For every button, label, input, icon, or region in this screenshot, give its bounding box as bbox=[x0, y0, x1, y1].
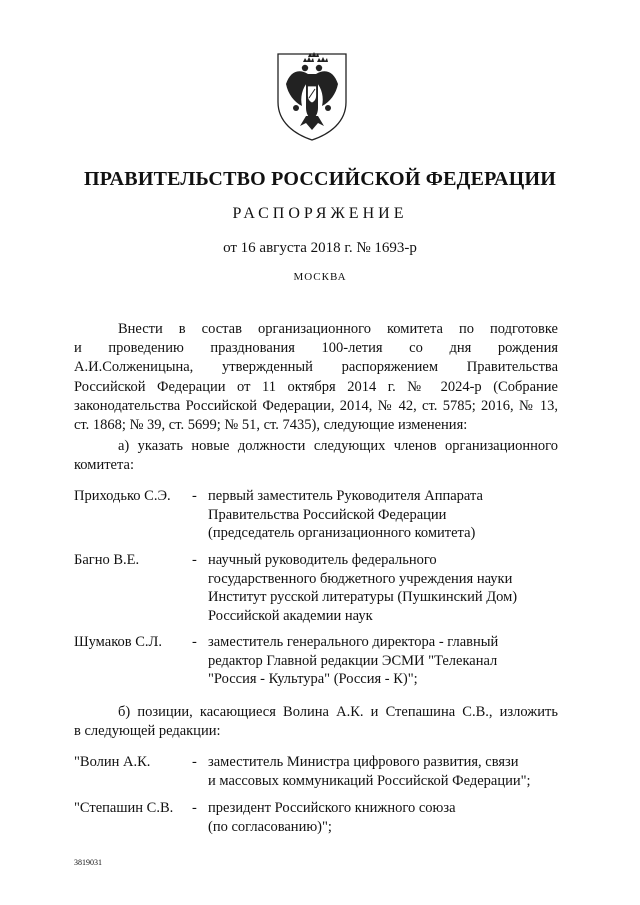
member-position bbox=[208, 799, 558, 836]
member-dash: - bbox=[192, 800, 197, 816]
position-line: Российской академии наук bbox=[208, 607, 373, 624]
position-line: (председатель организационного комитета) bbox=[208, 525, 476, 541]
member-position bbox=[208, 487, 558, 543]
russian-coat-of-arms-icon bbox=[272, 50, 352, 142]
member-position bbox=[208, 551, 558, 625]
document-type: РАСПОРЯЖЕНИЕ bbox=[232, 205, 408, 222]
item-a-paragraph bbox=[74, 437, 558, 475]
intro-line: Российской Федерации от 11 октября 2014 г. № 2024-р (Собрание bbox=[74, 378, 558, 395]
intro-line: А.И.Солженицына, утвержденный распоряжением Правительства bbox=[74, 359, 558, 376]
position-line: Правительства Российской Федерации bbox=[208, 506, 447, 523]
intro-line: ст. 1868; № 39, ст. 5699; № 51, ст. 7435), следующие изменения: bbox=[74, 417, 468, 434]
member-name: "Волин А.К. bbox=[74, 754, 151, 770]
item-a-line: а) указать новые должности следующих членов организационного bbox=[118, 438, 558, 454]
member-dash: - bbox=[192, 754, 197, 770]
item-b-line: в следующей редакции: bbox=[74, 723, 221, 740]
member-dash: - bbox=[192, 488, 197, 504]
document-date-number: от 16 августа 2018 г. № 1693-р bbox=[223, 240, 417, 256]
position-line: заместитель Министра цифрового развития, связи bbox=[208, 754, 519, 770]
member-name: "Степашин С.В. bbox=[74, 800, 174, 816]
position-line: Институт русской литературы (Пушкинский Дом) bbox=[208, 589, 518, 605]
intro-line: и проведению празднования 100-летия со дня рождения bbox=[74, 340, 558, 357]
position-line: и массовых коммуникаций Российской Федерации"; bbox=[208, 772, 531, 789]
document-city: МОСКВА bbox=[293, 271, 347, 283]
position-line: заместитель генерального директора - главный bbox=[208, 634, 499, 650]
position-line: научный руководитель федерального bbox=[208, 552, 437, 568]
intro-line: Внести в состав организационного комитета по подготовке bbox=[118, 321, 558, 337]
member-dash: - bbox=[192, 552, 197, 568]
position-line: первый заместитель Руководителя Аппарата bbox=[208, 488, 483, 504]
member-name: Приходько С.Э. bbox=[74, 488, 171, 504]
position-line: редактор Главной редакции ЭСМИ "Телеканал bbox=[208, 652, 498, 669]
item-b-line: б) позиции, касающиеся Волина А.К. и Степашина С.В., изложить bbox=[118, 704, 558, 720]
position-line: "Россия - Культура" (Россия - К)"; bbox=[208, 671, 418, 687]
intro-paragraph bbox=[74, 320, 558, 435]
position-line: (по согласованию)"; bbox=[208, 818, 332, 835]
member-dash: - bbox=[192, 634, 197, 650]
member-name: Шумаков С.Л. bbox=[74, 634, 162, 650]
footer-document-code: 3819031 bbox=[74, 858, 102, 867]
government-title: ПРАВИТЕЛЬСТВО РОССИЙСКОЙ ФЕДЕРАЦИИ bbox=[84, 168, 556, 190]
position-line: государственного бюджетного учреждения науки bbox=[208, 570, 513, 587]
item-b-paragraph bbox=[74, 703, 558, 741]
member-position bbox=[208, 753, 558, 790]
position-line: президент Российского книжного союза bbox=[208, 800, 456, 816]
member-position bbox=[208, 633, 558, 689]
member-name: Багно В.Е. bbox=[74, 552, 140, 568]
intro-line: законодательства Российской Федерации, 2014, № 42, ст. 5785; 2016, № 13, bbox=[74, 397, 558, 414]
item-a-line: комитета: bbox=[74, 457, 134, 474]
